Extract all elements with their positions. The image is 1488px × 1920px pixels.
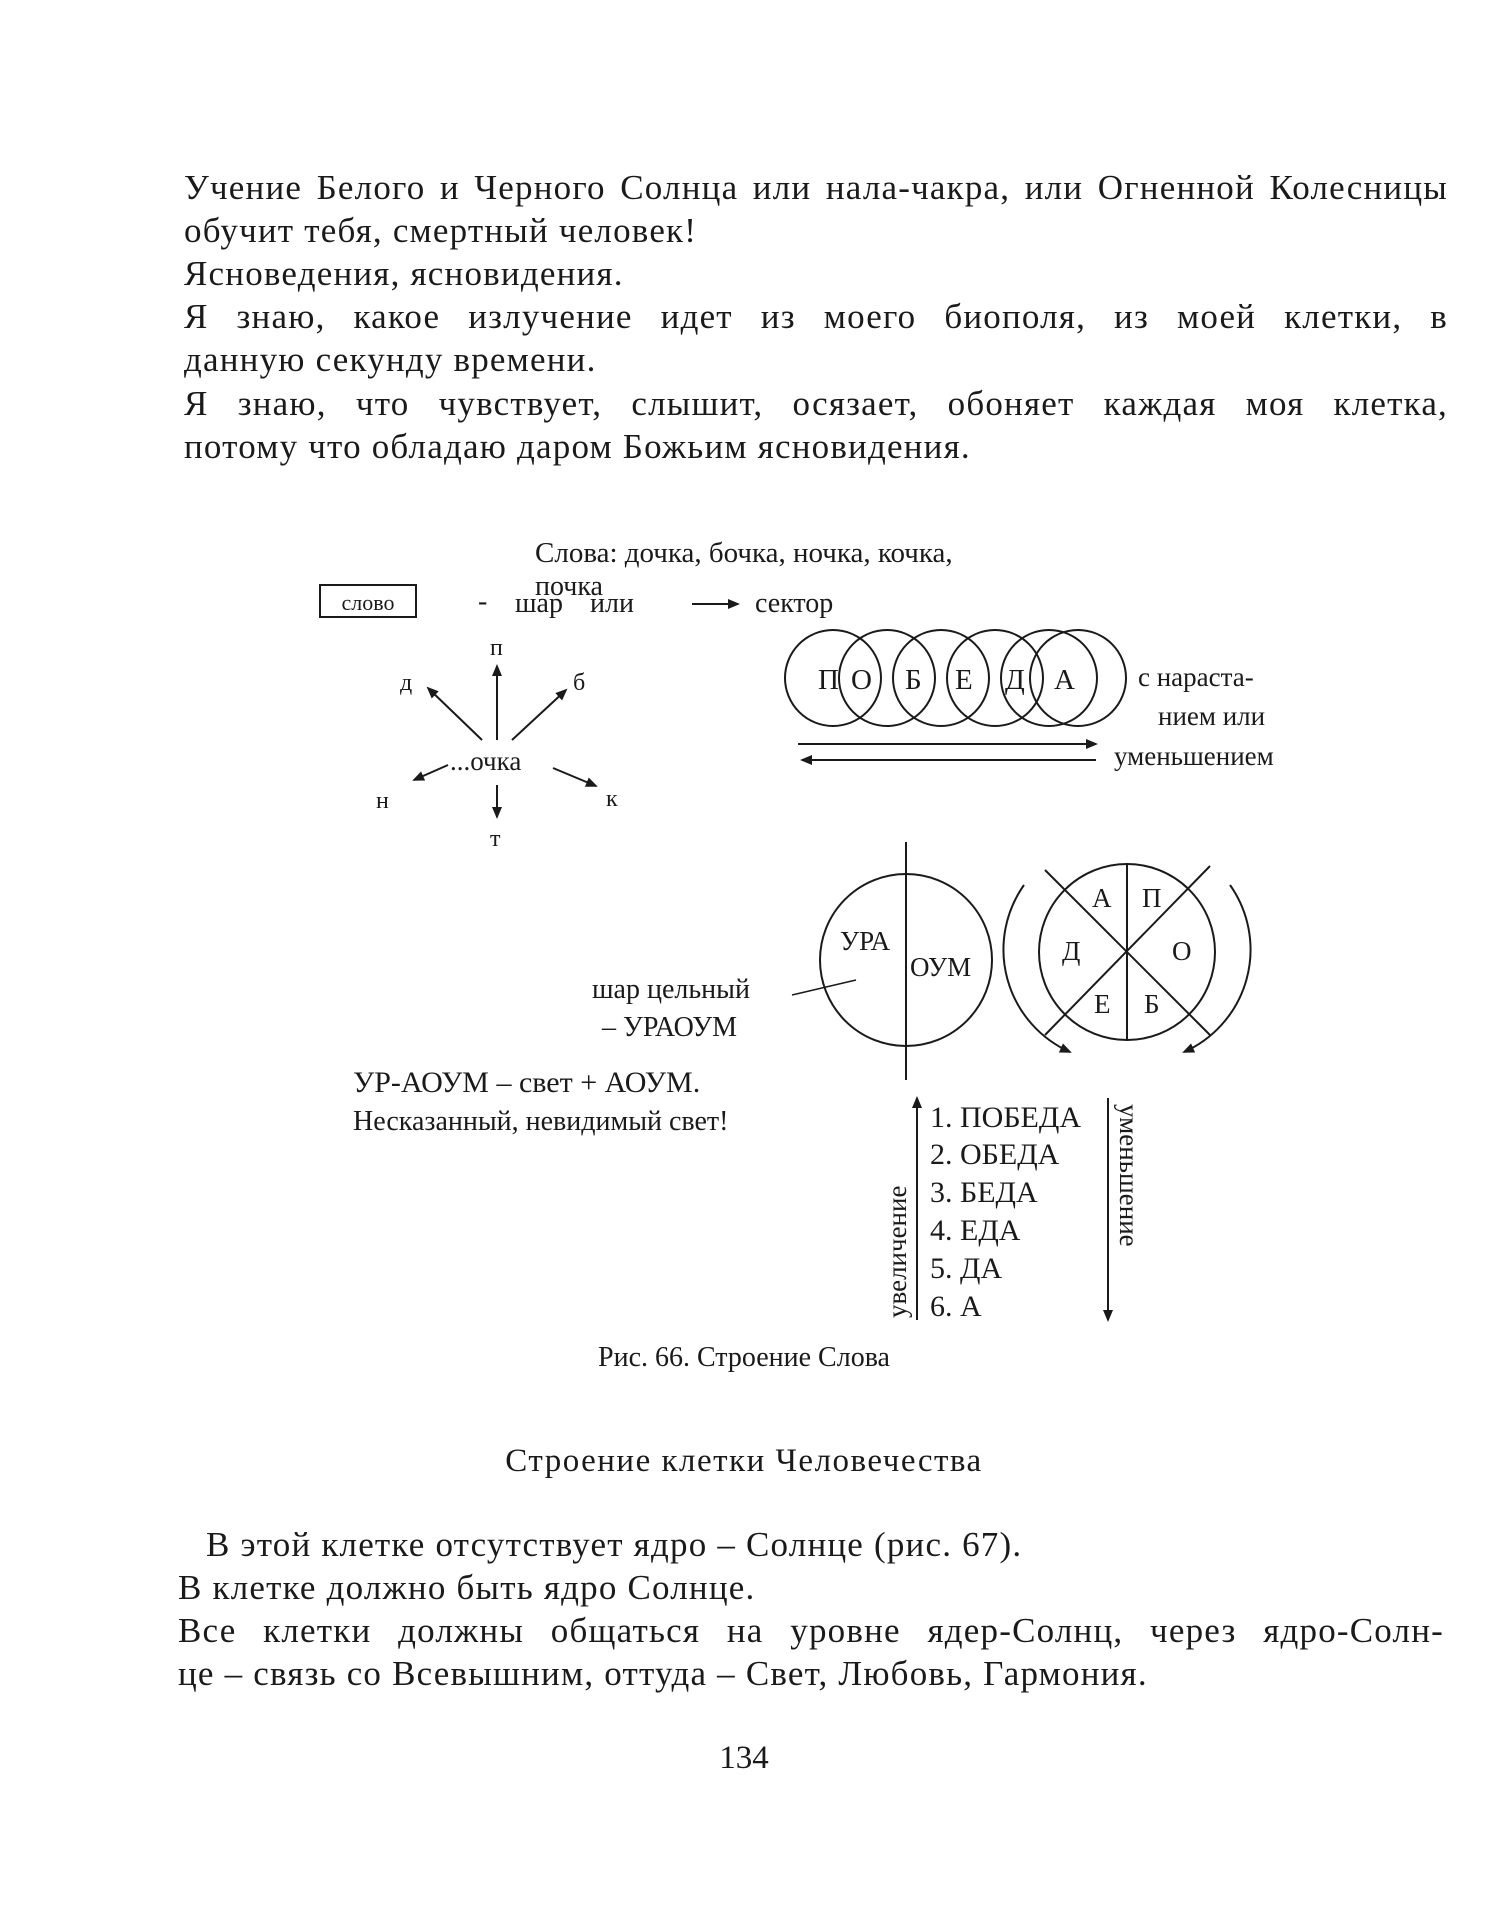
body-line: це – связь со Всевышним, оттуда – Свет, Любовь, Гармония.: [178, 1654, 1148, 1693]
circle-letter: Д: [1005, 664, 1025, 696]
arrow-left: [414, 765, 448, 780]
circle-letter: Б: [905, 664, 922, 696]
intro-line: Ясноведения, ясновидения.: [184, 254, 624, 293]
intro-line: Учение Белого и Черного Солнца или нала-чакра, или Огненной Колесницы: [184, 168, 1448, 207]
page-number: 134: [719, 1740, 769, 1776]
circle-letter: П: [818, 664, 839, 696]
word-structure-figure: [0, 520, 1488, 1340]
list-item: 6. А: [930, 1290, 982, 1323]
quad-letter-e: Е: [1094, 989, 1111, 1019]
shar-label: шар: [515, 588, 563, 619]
section-heading: Строение клетки Человечества: [505, 1443, 983, 1479]
letter-k: к: [606, 786, 618, 812]
side-note: с нараста-: [1138, 662, 1254, 692]
list-item: 1. ПОБЕДА: [930, 1101, 1082, 1134]
uraum-line-2: Несказанный, невидимый свет!: [353, 1106, 729, 1137]
intro-line: Я знаю, что чувствует, слышит, осязает, обоняет каждая моя клетка,: [184, 384, 1448, 423]
word-list: [882, 1098, 1144, 1323]
side-note: уменьшением: [1114, 741, 1274, 771]
sphere-left-text: УРА: [840, 926, 891, 956]
list-item: 5. ДА: [930, 1252, 1003, 1285]
quad-letter-b: Б: [1144, 989, 1160, 1019]
uraum-line-1: УР-АОУМ – свет + АОУМ.: [353, 1066, 701, 1099]
circle-letter: А: [1054, 664, 1075, 696]
sphere-label-1: шар цельный: [592, 974, 750, 1005]
words-label: Слова: дочка, бочка, ночка, кочка,: [535, 537, 953, 569]
words-label-2: почка: [535, 571, 603, 602]
body-line: Все клетки должны общаться на уровне ядер-Солнц, через ядро-Солн-: [178, 1611, 1444, 1650]
sphere-right-text: ОУМ: [910, 952, 972, 982]
circle-letter: О: [851, 664, 872, 696]
ili-label: или: [590, 588, 634, 619]
sector-label: сектор: [755, 588, 834, 619]
intro-line: Я знаю, какое излучение идет из моего биополя, из моей клетки, в: [184, 297, 1448, 336]
body-line: В этой клетке отсутствует ядро – Солнце (рис. 67).: [206, 1525, 1023, 1564]
quad-circle: [1003, 864, 1250, 1052]
dash: -: [478, 586, 488, 617]
body-line: В клетке должно быть ядро Солнце.: [178, 1568, 756, 1607]
side-note: нием или: [1158, 701, 1266, 731]
radial-diagram: [376, 635, 618, 852]
increase-label: увеличение: [882, 1185, 912, 1318]
sphere-uraoum: [792, 842, 992, 1080]
arrow-up-left: [428, 688, 482, 740]
quad-letter-d: Д: [1062, 936, 1081, 966]
pobeda-circles: [785, 630, 1126, 760]
letter-p: п: [490, 635, 503, 661]
letter-n: н: [376, 788, 389, 814]
intro-line: обучит тебя, смертный человек!: [184, 211, 698, 250]
intro-line: данную секунду времени.: [184, 340, 597, 379]
list-item: 3. БЕДА: [930, 1176, 1038, 1209]
sphere-label-2: – УРАОУМ: [602, 1012, 738, 1043]
letter-b: б: [573, 670, 586, 696]
letter-d: д: [400, 670, 413, 696]
circle-letter: Е: [955, 664, 973, 696]
quad-letter-p: П: [1142, 883, 1162, 913]
quad-letter-a: А: [1092, 883, 1112, 913]
list-item: 2. ОБЕДА: [930, 1138, 1060, 1171]
letter-t: т: [490, 826, 501, 852]
quad-letter-o: О: [1172, 936, 1192, 966]
center-word: ...очка: [450, 746, 522, 776]
figure-caption: Рис. 66. Строение Слова: [598, 1342, 890, 1373]
arrow-up-right: [512, 690, 566, 740]
intro-line: потому что обладаю даром Божьим ясновидения.: [184, 427, 971, 466]
arrow-right: [553, 768, 596, 786]
decrease-label: уменьшение: [1114, 1104, 1144, 1247]
list-item: 4. ЕДА: [930, 1214, 1021, 1247]
word-box-label: слово: [341, 590, 395, 615]
